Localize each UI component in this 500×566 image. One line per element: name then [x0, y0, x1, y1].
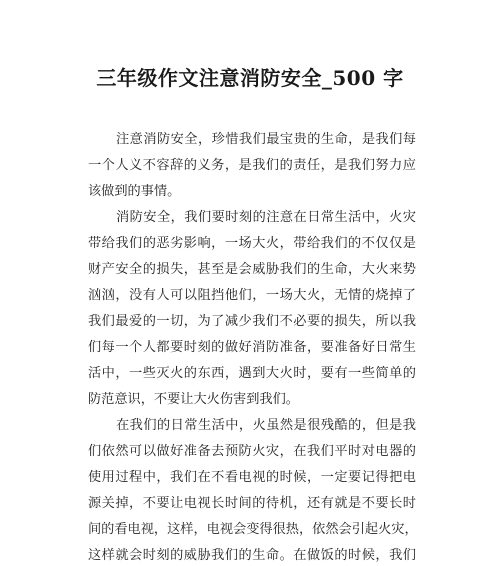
paragraph-2 — [88, 205, 416, 413]
paragraph-line: 一个人义不容辞的义务，是我们的责任，是我们努力应 — [88, 158, 416, 173]
paragraph-line: 们每一个人都要时刻的做好消防准备，要准备好日常生 — [88, 340, 416, 355]
paragraph-1 — [88, 127, 416, 205]
paragraph-line: 活中，一些灭火的东西，遇到大火时，要有一些简单的 — [88, 366, 416, 381]
document-body — [88, 127, 416, 566]
paragraph-line: 这样就会时刻的威胁我们的生命。在做饭的时候，我们 — [88, 548, 416, 563]
paragraph-line: 该做到的事情。 — [88, 184, 181, 199]
paragraph-line: 间的看电视，这样，电视会变得很热，依然会引起火灾， — [88, 522, 418, 537]
paragraph-line: 带给我们的恶劣影响，一场大火，带给我们的不仅仅是 — [88, 236, 416, 251]
paragraph-line: 防范意识，不要让大火伤害到我们。 — [88, 392, 299, 407]
paragraph-3 — [88, 413, 416, 566]
paragraph-line: 们依然可以做好准备去预防火灾，在我们平时对电器的 — [88, 444, 416, 459]
paragraph-line: 汹汹，没有人可以阻挡他们，一场大火，无情的烧掉了 — [88, 288, 416, 303]
paragraph-line: 在我们的日常生活中，火虽然是很残酷的，但是我 — [116, 418, 416, 433]
paragraph-line: 源关掉，不要让电视长时间的待机，还有就是不要长时 — [88, 496, 416, 511]
paragraph-line: 我们最爱的一切，为了减少我们不必要的损失，所以我 — [88, 314, 416, 329]
paragraph-line: 财产安全的损失，甚至是会威胁我们的生命，大火来势 — [88, 262, 416, 277]
paragraph-line: 注意消防安全，珍惜我们最宝贵的生命，是我们每 — [116, 132, 416, 147]
paragraph-line: 消防安全，我们要时刻的注意在日常生活中，火灾 — [116, 210, 416, 225]
document-title: 三年级作文注意消防安全_500 字 — [96, 66, 404, 90]
paragraph-line: 使用过程中，我们在不看电视的时候，一定要记得把电 — [88, 470, 416, 485]
